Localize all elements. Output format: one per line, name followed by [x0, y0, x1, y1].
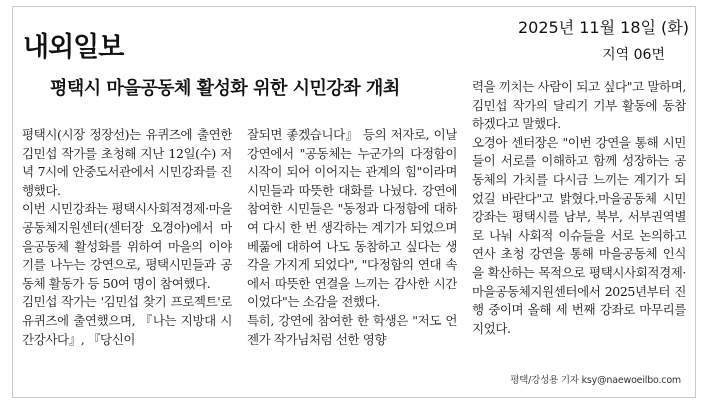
- newspaper-masthead: 내외일보: [23, 32, 124, 63]
- issue-date: 2025년 11월 18일 (화): [517, 18, 689, 37]
- article-column-2: 잘되면 좋겠습니다』 등의 저자로, 이날 강연에서 "공동체는 누군가의 다정함이 시작이 되어 이어지는 관계의 힘"이라며 시민들과 따뜻한 대화를 나눴다. 강연에 참여한 시민들은 "동정과 다정함에 대하여 다시 한 번 생각하는 계기가 되었으며 베풂에 대하여 나도 동참하고 싶다는 생각을 가지게 되었다", "다정함의 연대 속에서 따뜻한 연결을 느끼는 감사한 시간이었다"는 소감을 전했다. 특히, 강연에 참여한 한 학생은 "저도 언젠가 작가님처럼 선한 영향: [247, 127, 457, 347]
- page-section-label: 지역 06면: [602, 47, 665, 63]
- article-column-3: 력을 끼치는 사람이 되고 싶다"고 말하며, 김민섭 작가의 달리기 기부 활동에 동참하겠다고 말했다. 오경아 센터장은 "이번 강연을 통해 시민들이 서로를 이해하고 함께 성장하는 공동체의 가치를 다시금 느끼는 계기가 되었길 바란다"고 밝혔다.마을공동체 시민강좌는 평택시를 남부, 북부, 서부권역별로 나눠 사회적 이슈들을 서로 논의하고 연사 초청 강연을 통해 마을공동체 인식을 확산하는 목적으로 평택시사회적경제·마을공동체지원센터에서 2025년부터 진행 중이며 올해 세 번째 강좌로 마무리를 지었다.: [472, 79, 686, 336]
- article-headline: 평택시 마을공동체 활성화 위한 시민강좌 개최: [50, 78, 400, 99]
- article-column-1: 평택시(시장 정장선)는 유퀴즈에 출연한 김민섭 작가를 초청해 지난 12일(수) 저녁 7시에 안중도서관에서 시민강좌를 진행했다. 이번 시민강좌는 평택시사회적경제·마을공동체지원센터(센터장 오경아)에서 마을공동체 활성화를 위하여 마을의 이야기를 나누는 강연으로, 평택시민들과 공동체 활동가 등 50여 명이 참여했다. 김민섭 작가는 '김민섭 찾기 프로젝트'로 유퀴즈에 출연했으며, 『나는 지방대 시간강사다』, 『당신이: [22, 127, 232, 347]
- article-byline: 평택/강성용 기자 ksy@naewoeilbo.com: [510, 375, 681, 386]
